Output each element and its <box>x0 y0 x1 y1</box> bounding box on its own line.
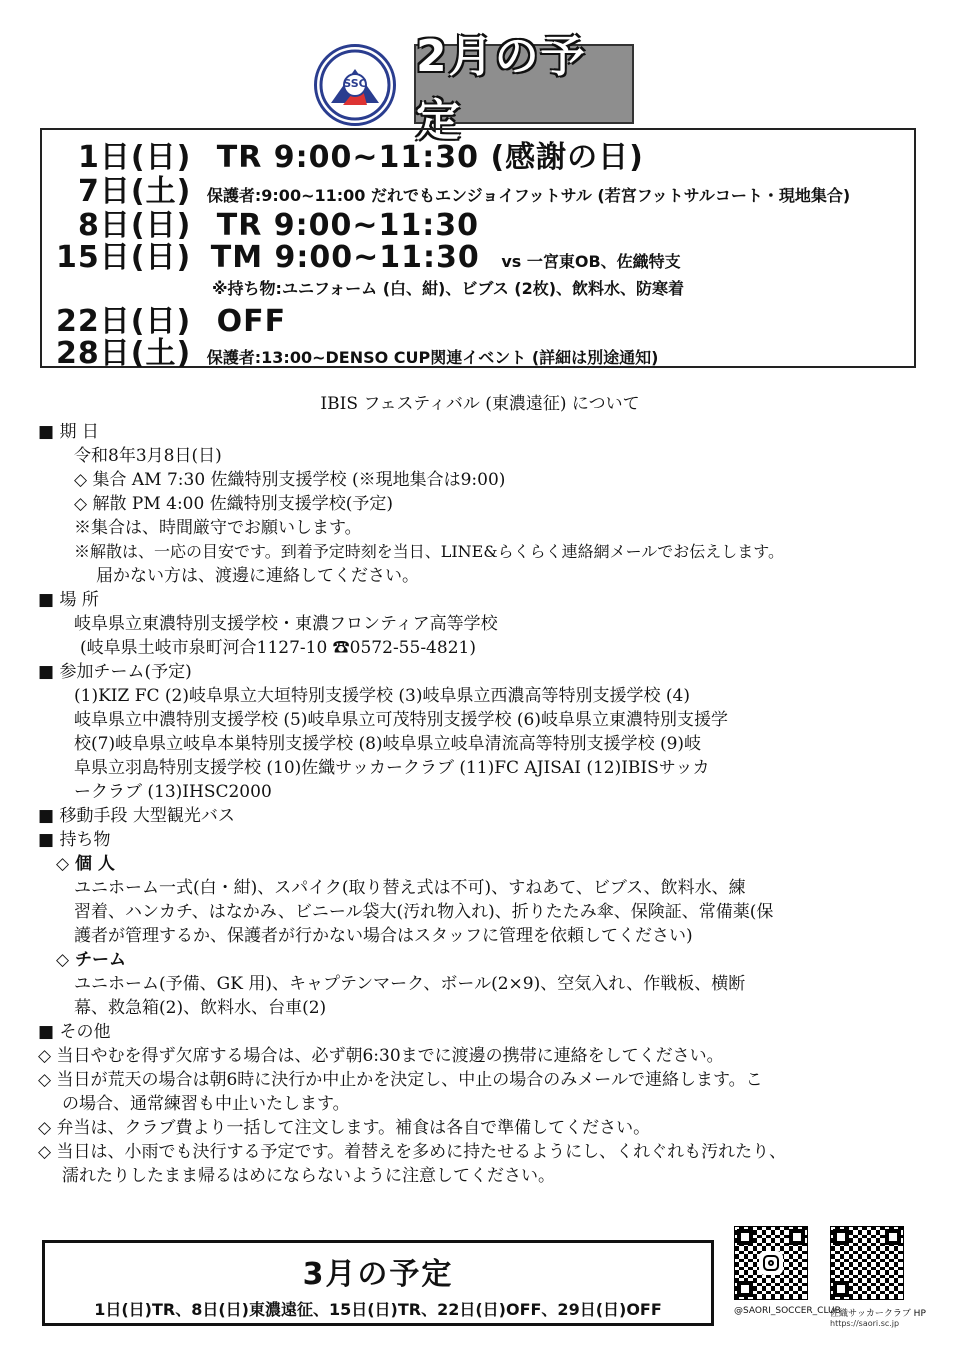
doc-line: 護者が管理するか、保護者が行かない場合はスタッフに管理を依頼してください) <box>74 926 693 946</box>
section-heading: ■ 持ち物 <box>38 830 111 850</box>
qr-code-icon <box>830 1226 904 1300</box>
schedule-text: TR 9:00~11:30 (感謝の日) <box>216 140 644 175</box>
schedule-note: 保護者:13:00~DENSO CUP関連イベント (詳細は別途通知) <box>206 348 659 367</box>
doc-line: ◇ 当日は、小雨でも決行する予定です。着替えを多めに持たせるようにし、くれぐれも汚れたり、 <box>38 1142 787 1162</box>
section-heading: ■ その他 <box>38 1022 111 1042</box>
doc-line: 届かない方は、渡邊に連絡してください。 <box>96 566 419 586</box>
doc-line: の場合、通常練習も中止いたします。 <box>62 1094 350 1114</box>
doc-line: ークラブ (13)IHSC2000 <box>74 782 272 802</box>
schedule-text: OFF <box>216 304 287 339</box>
schedule-note: ※持ち物:ユニフォーム (白、紺)、ビブス (2枚)、飲料水、防寒着 <box>212 279 685 298</box>
schedule-text: TR 9:00~11:30 <box>216 208 480 243</box>
schedule-day: 7日(土) <box>78 174 192 209</box>
section-heading: ■ 場 所 <box>38 590 99 610</box>
sub-heading: ◇ チーム <box>56 950 126 970</box>
doc-line: 岐阜県立中濃特別支援学校 (5)岐阜県立可茂特別支援学校 (6)岐阜県立東濃特別支援学 <box>74 710 728 730</box>
schedule-row <box>56 232 681 276</box>
doc-line: ユニホーム一式(白・紺)、スパイク(取り替え式は不可)、すねあて、ビブス、飲料水、練 <box>74 878 746 898</box>
doc-line: ◇ 解散 PM 4:00 佐織特別支援学校(予定) <box>74 494 393 514</box>
doc-line: (岐阜県土岐市泉町河合1127-10 ☎0572-55-4821) <box>80 638 476 658</box>
page-title: 2月の予定 <box>416 31 587 146</box>
doc-line: ◇ 当日が荒天の場合は朝6時に決行か中止かを決定し、中止の場合のみメールで連絡します。こ <box>38 1070 763 1090</box>
homepage-caption: 佐織サッカークラブ HP <box>830 1309 926 1319</box>
doc-line: 幕、救急箱(2)、飲料水、台車(2) <box>74 998 327 1018</box>
homepage-qr[interactable] <box>830 1226 926 1328</box>
doc-line: 阜県立羽島特別支援学校 (10)佐織サッカークラブ (11)FC AJISAI (12)IBISサッカ <box>74 758 710 778</box>
doc-line: (1)KIZ FC (2)岐阜県立大垣特別支援学校 (3)岐阜県立西濃高等特別支援学校 (4) <box>74 686 690 706</box>
schedule-row <box>56 328 658 372</box>
schedule-day: 15日(日) <box>56 240 192 275</box>
schedule-note: 保護者:9:00~11:00 だれでもエンジョイフットサル (若宮フットサルコート・現地集合) <box>206 186 851 205</box>
club-logo <box>314 44 396 126</box>
doc-line: ◇ 弁当は、クラブ費より一括して注文します。補食は各自で準備してください。 <box>38 1118 651 1138</box>
doc-line: 校(7)岐阜県立岐阜本巣特別支援学校 (8)岐阜県立岐阜清流高等特別支援学校 (9)岐 <box>74 734 702 754</box>
event-document <box>38 392 922 1188</box>
doc-line: ◇ 当日やむを得ず欠席する場合は、必ず朝6:30までに渡邊の携帯に連絡をしてください。 <box>38 1046 724 1066</box>
section-heading: ■ 期 日 <box>38 422 99 442</box>
section-heading: ■ 移動手段 大型観光バス <box>38 806 235 826</box>
qr-code-icon <box>734 1226 808 1300</box>
instagram-qr[interactable] <box>734 1226 841 1316</box>
schedule-day: 8日(日) <box>78 208 192 243</box>
march-title: 3月の予定 <box>302 1257 454 1292</box>
doc-line: 岐阜県立東濃特別支援学校・東濃フロンティア高等学校 <box>74 614 498 634</box>
logo-text: SSC <box>343 77 367 90</box>
doc-line: 濡れたりしたまま帰るはめにならないように注意してください。 <box>62 1166 555 1186</box>
instagram-icon <box>759 1251 783 1275</box>
doc-line: 習着、ハンカチ、はなかみ、ビニール袋大(汚れ物入れ)、折りたたみ傘、保険証、常備薬(保 <box>74 902 774 922</box>
schedule-day: 1日(日) <box>78 140 192 175</box>
doc-line: ユニホーム(予備、GK 用)、キャプテンマーク、ボール(2×9)、空気入れ、作戦板、横断 <box>74 974 746 994</box>
homepage-url: https://saori.sc.jp <box>830 1319 900 1328</box>
march-schedule-line: 1日(日)TR、8日(日)東濃遠征、15日(日)TR、22日(日)OFF、29日(日)OFF <box>94 1300 662 1319</box>
section-heading: ■ 参加チーム(予定) <box>38 662 192 682</box>
instagram-caption: @SAORI_SOCCER_CLUB <box>734 1306 841 1316</box>
sub-heading: ◇ 個 人 <box>56 854 115 874</box>
schedule-day: 28日(土) <box>56 336 192 371</box>
doc-title: IBIS フェスティバル (東濃遠征) について <box>320 394 640 414</box>
march-schedule-box <box>42 1240 714 1326</box>
doc-line: 令和8年3月8日(日) <box>74 446 222 466</box>
february-title-box <box>414 31 634 146</box>
schedule-day: 22日(日) <box>56 304 192 339</box>
doc-line: ※集合は、時間厳守でお願いします。 <box>74 518 362 538</box>
schedule-note: vs 一宮東OB、佐織特支 <box>501 252 681 271</box>
schedule-text: TM 9:00~11:30 <box>210 240 480 275</box>
doc-line: ※解散は、一応の目安です。到着予定時刻を当日、LINE&らくらく連絡網メールでお伝えします。 <box>74 542 784 561</box>
doc-line: ◇ 集合 AM 7:30 佐織特別支援学校 (※現地集合は9:00) <box>74 470 506 490</box>
february-schedule <box>40 128 916 371</box>
